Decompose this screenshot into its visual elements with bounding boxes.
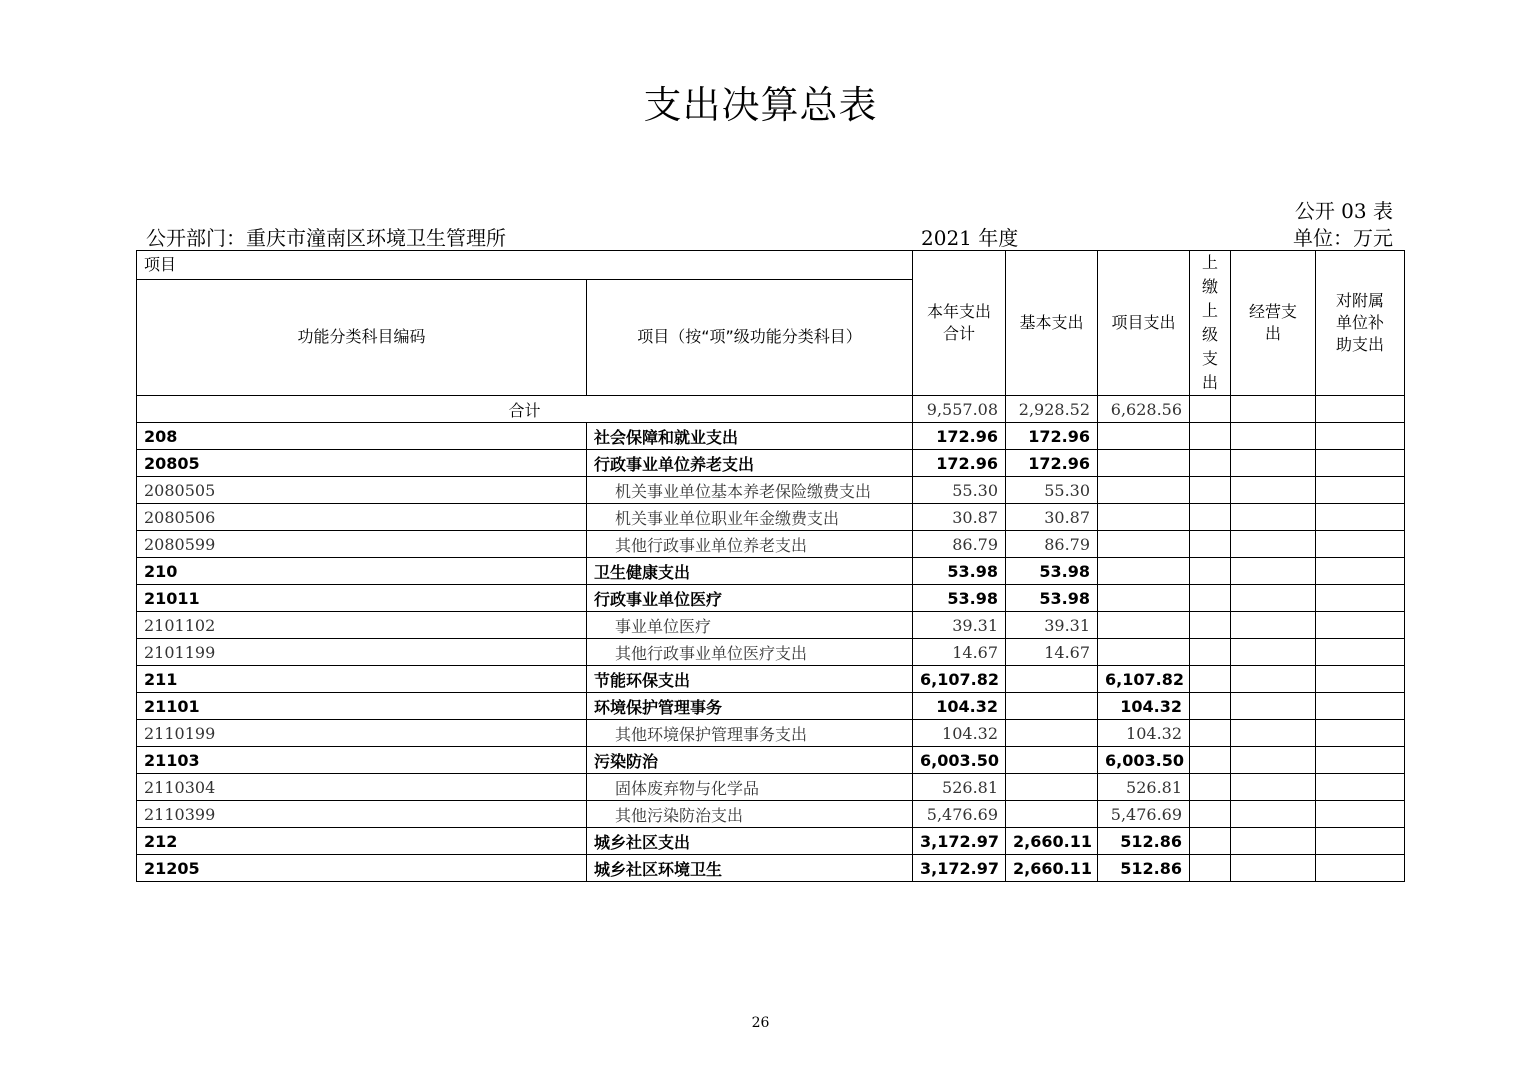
subsidy-cell bbox=[1316, 666, 1405, 693]
basic-cell bbox=[1006, 666, 1098, 693]
total-cell: 39.31 bbox=[913, 612, 1006, 639]
code-cell: 21101 bbox=[137, 693, 587, 720]
business-cell bbox=[1231, 639, 1316, 666]
unit-label: 单位：万元 bbox=[1293, 226, 1393, 250]
proj-cell: 104.32 bbox=[1098, 720, 1190, 747]
business-cell bbox=[1231, 828, 1316, 855]
name-cell: 节能环保支出 bbox=[587, 666, 913, 693]
name-cell: 其他环境保护管理事务支出 bbox=[587, 720, 913, 747]
basic-cell bbox=[1006, 774, 1098, 801]
basic-cell: 2,660.11 bbox=[1006, 828, 1098, 855]
total-cell: 14.67 bbox=[913, 639, 1006, 666]
business-cell bbox=[1231, 720, 1316, 747]
table-row bbox=[137, 774, 1405, 801]
proj-cell bbox=[1098, 504, 1190, 531]
proj-cell bbox=[1098, 477, 1190, 504]
total-cell: 104.32 bbox=[913, 720, 1006, 747]
proj-cell: 104.32 bbox=[1098, 693, 1190, 720]
upper-cell bbox=[1190, 585, 1231, 612]
subsidy-cell bbox=[1316, 801, 1405, 828]
business-cell bbox=[1231, 774, 1316, 801]
basic-cell bbox=[1006, 747, 1098, 774]
subsidy-cell bbox=[1316, 531, 1405, 558]
total-cell: 104.32 bbox=[913, 693, 1006, 720]
header-item: 项目（按“项”级功能分类科目） bbox=[587, 279, 913, 395]
business-cell bbox=[1231, 612, 1316, 639]
subsidy-cell bbox=[1316, 558, 1405, 585]
code-cell: 2110304 bbox=[137, 774, 587, 801]
upper-cell bbox=[1190, 774, 1231, 801]
total-cell: 53.98 bbox=[913, 558, 1006, 585]
proj-cell bbox=[1098, 423, 1190, 450]
proj-cell bbox=[1098, 531, 1190, 558]
upper-cell bbox=[1190, 720, 1231, 747]
proj-cell bbox=[1098, 585, 1190, 612]
expenditure-table bbox=[136, 250, 1405, 882]
code-cell: 208 bbox=[137, 423, 587, 450]
total-business bbox=[1231, 396, 1316, 423]
upper-cell bbox=[1190, 747, 1231, 774]
basic-cell bbox=[1006, 720, 1098, 747]
header-proj: 项目支出 bbox=[1098, 251, 1190, 396]
code-cell: 21103 bbox=[137, 747, 587, 774]
proj-cell: 5,476.69 bbox=[1098, 801, 1190, 828]
code-cell: 2080505 bbox=[137, 477, 587, 504]
total-subsidy bbox=[1316, 396, 1405, 423]
table-row bbox=[137, 423, 1405, 450]
business-cell bbox=[1231, 504, 1316, 531]
upper-cell bbox=[1190, 612, 1231, 639]
name-cell: 环境保护管理事务 bbox=[587, 693, 913, 720]
subsidy-cell bbox=[1316, 639, 1405, 666]
code-cell: 2080506 bbox=[137, 504, 587, 531]
name-cell: 其他行政事业单位养老支出 bbox=[587, 531, 913, 558]
form-number: 公开 03 表 bbox=[1294, 199, 1393, 223]
code-cell: 212 bbox=[137, 828, 587, 855]
basic-cell bbox=[1006, 801, 1098, 828]
upper-cell bbox=[1190, 666, 1231, 693]
header-business: 经营支 出 bbox=[1231, 251, 1316, 396]
subsidy-cell bbox=[1316, 612, 1405, 639]
header-row-1 bbox=[137, 251, 1405, 280]
name-cell: 行政事业单位养老支出 bbox=[587, 450, 913, 477]
table-row bbox=[137, 531, 1405, 558]
subsidy-cell bbox=[1316, 585, 1405, 612]
total-label: 合计 bbox=[137, 396, 913, 423]
name-cell: 污染防治 bbox=[587, 747, 913, 774]
basic-cell: 14.67 bbox=[1006, 639, 1098, 666]
business-cell bbox=[1231, 585, 1316, 612]
basic-cell: 2,660.11 bbox=[1006, 855, 1098, 882]
basic-cell: 53.98 bbox=[1006, 585, 1098, 612]
name-cell: 固体废弃物与化学品 bbox=[587, 774, 913, 801]
upper-cell bbox=[1190, 450, 1231, 477]
total-total: 9,557.08 bbox=[913, 396, 1006, 423]
code-cell: 21205 bbox=[137, 855, 587, 882]
code-cell: 2101102 bbox=[137, 612, 587, 639]
subsidy-cell bbox=[1316, 774, 1405, 801]
subsidy-cell bbox=[1316, 423, 1405, 450]
code-cell: 2110399 bbox=[137, 801, 587, 828]
upper-cell bbox=[1190, 558, 1231, 585]
subsidy-cell bbox=[1316, 450, 1405, 477]
header-subsidy: 对附属 单位补 助支出 bbox=[1316, 251, 1405, 396]
proj-cell bbox=[1098, 612, 1190, 639]
business-cell bbox=[1231, 855, 1316, 882]
table-row bbox=[137, 720, 1405, 747]
proj-cell bbox=[1098, 450, 1190, 477]
name-cell: 社会保障和就业支出 bbox=[587, 423, 913, 450]
table-row bbox=[137, 801, 1405, 828]
business-cell bbox=[1231, 477, 1316, 504]
name-cell: 卫生健康支出 bbox=[587, 558, 913, 585]
subsidy-cell bbox=[1316, 477, 1405, 504]
table-row bbox=[137, 450, 1405, 477]
name-cell: 机关事业单位职业年金缴费支出 bbox=[587, 504, 913, 531]
code-cell: 211 bbox=[137, 666, 587, 693]
header-basic: 基本支出 bbox=[1006, 251, 1098, 396]
table-row bbox=[137, 828, 1405, 855]
upper-cell bbox=[1190, 828, 1231, 855]
total-cell: 6,003.50 bbox=[913, 747, 1006, 774]
business-cell bbox=[1231, 450, 1316, 477]
proj-cell: 6,107.82 bbox=[1098, 666, 1190, 693]
subsidy-cell bbox=[1316, 504, 1405, 531]
business-cell bbox=[1231, 423, 1316, 450]
total-cell: 172.96 bbox=[913, 450, 1006, 477]
code-cell: 2080599 bbox=[137, 531, 587, 558]
proj-cell: 6,003.50 bbox=[1098, 747, 1190, 774]
total-cell: 526.81 bbox=[913, 774, 1006, 801]
name-cell: 机关事业单位基本养老保险缴费支出 bbox=[587, 477, 913, 504]
code-cell: 2101199 bbox=[137, 639, 587, 666]
fiscal-year: 2021 年度 bbox=[921, 226, 1019, 250]
total-cell: 3,172.97 bbox=[913, 828, 1006, 855]
table-row bbox=[137, 477, 1405, 504]
subsidy-cell bbox=[1316, 828, 1405, 855]
code-cell: 210 bbox=[137, 558, 587, 585]
upper-cell bbox=[1190, 639, 1231, 666]
name-cell: 城乡社区环境卫生 bbox=[587, 855, 913, 882]
total-cell: 55.30 bbox=[913, 477, 1006, 504]
subsidy-cell bbox=[1316, 720, 1405, 747]
basic-cell: 53.98 bbox=[1006, 558, 1098, 585]
name-cell: 事业单位医疗 bbox=[587, 612, 913, 639]
name-cell: 城乡社区支出 bbox=[587, 828, 913, 855]
total-cell: 5,476.69 bbox=[913, 801, 1006, 828]
subsidy-cell bbox=[1316, 747, 1405, 774]
name-cell: 其他行政事业单位医疗支出 bbox=[587, 639, 913, 666]
total-cell: 3,172.97 bbox=[913, 855, 1006, 882]
department-label: 公开部门：重庆市潼南区环境卫生管理所 bbox=[146, 226, 506, 250]
total-row bbox=[137, 396, 1405, 423]
table-row bbox=[137, 666, 1405, 693]
page-title: 支出决算总表 bbox=[643, 83, 878, 127]
proj-cell: 512.86 bbox=[1098, 855, 1190, 882]
header-upper: 上 缴 上 级 支 出 bbox=[1190, 251, 1231, 396]
upper-cell bbox=[1190, 693, 1231, 720]
table-row bbox=[137, 585, 1405, 612]
basic-cell: 172.96 bbox=[1006, 450, 1098, 477]
business-cell bbox=[1231, 693, 1316, 720]
proj-cell: 512.86 bbox=[1098, 828, 1190, 855]
upper-cell bbox=[1190, 801, 1231, 828]
upper-cell bbox=[1190, 855, 1231, 882]
proj-cell bbox=[1098, 558, 1190, 585]
total-basic: 2,928.52 bbox=[1006, 396, 1098, 423]
name-cell: 其他污染防治支出 bbox=[587, 801, 913, 828]
basic-cell: 86.79 bbox=[1006, 531, 1098, 558]
table-row bbox=[137, 855, 1405, 882]
upper-cell bbox=[1190, 477, 1231, 504]
business-cell bbox=[1231, 558, 1316, 585]
upper-cell bbox=[1190, 504, 1231, 531]
business-cell bbox=[1231, 666, 1316, 693]
business-cell bbox=[1231, 747, 1316, 774]
upper-cell bbox=[1190, 423, 1231, 450]
code-cell: 2110199 bbox=[137, 720, 587, 747]
basic-cell: 55.30 bbox=[1006, 477, 1098, 504]
business-cell bbox=[1231, 801, 1316, 828]
table-row bbox=[137, 747, 1405, 774]
total-cell: 53.98 bbox=[913, 585, 1006, 612]
proj-cell: 526.81 bbox=[1098, 774, 1190, 801]
header-project: 项目 bbox=[137, 251, 913, 280]
basic-cell: 172.96 bbox=[1006, 423, 1098, 450]
total-cell: 6,107.82 bbox=[913, 666, 1006, 693]
proj-cell bbox=[1098, 639, 1190, 666]
header-total: 本年支出 合计 bbox=[913, 251, 1006, 396]
basic-cell bbox=[1006, 693, 1098, 720]
page-number: 26 bbox=[751, 1015, 770, 1031]
basic-cell: 30.87 bbox=[1006, 504, 1098, 531]
table-row bbox=[137, 504, 1405, 531]
business-cell bbox=[1231, 531, 1316, 558]
table-row bbox=[137, 612, 1405, 639]
subsidy-cell bbox=[1316, 693, 1405, 720]
header-code: 功能分类科目编码 bbox=[137, 279, 587, 395]
table-row bbox=[137, 693, 1405, 720]
total-proj: 6,628.56 bbox=[1098, 396, 1190, 423]
total-cell: 172.96 bbox=[913, 423, 1006, 450]
upper-cell bbox=[1190, 531, 1231, 558]
subsidy-cell bbox=[1316, 855, 1405, 882]
code-cell: 20805 bbox=[137, 450, 587, 477]
code-cell: 21011 bbox=[137, 585, 587, 612]
basic-cell: 39.31 bbox=[1006, 612, 1098, 639]
total-cell: 30.87 bbox=[913, 504, 1006, 531]
total-upper bbox=[1190, 396, 1231, 423]
total-cell: 86.79 bbox=[913, 531, 1006, 558]
name-cell: 行政事业单位医疗 bbox=[587, 585, 913, 612]
table-row bbox=[137, 558, 1405, 585]
table-row bbox=[137, 639, 1405, 666]
